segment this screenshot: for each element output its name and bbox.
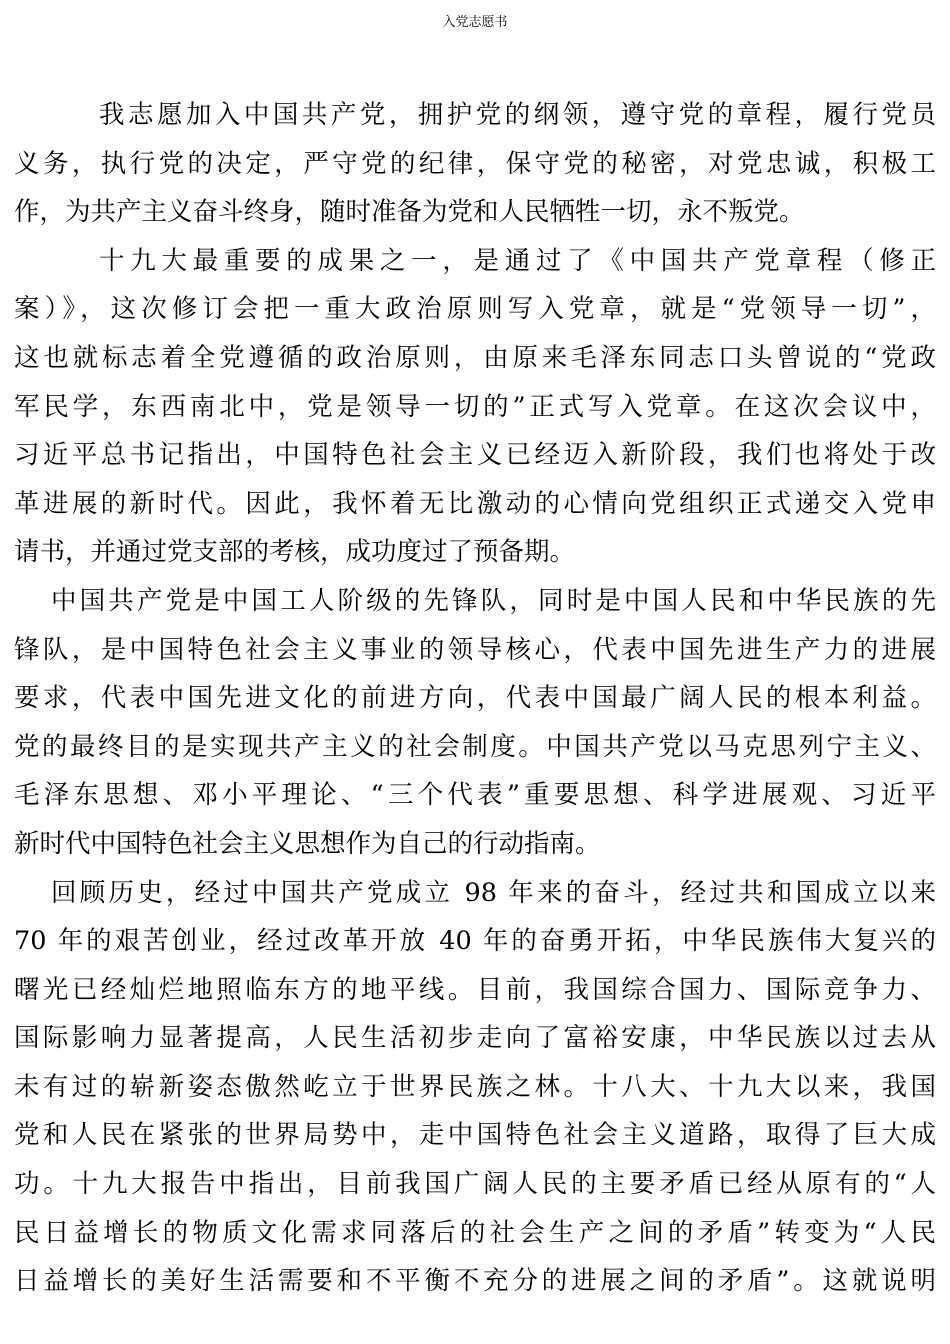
paragraph-4-line-5: 未有过的崭新姿态傲然屹立于世界民族之林。十八大、十九大以来，我国 [14, 1071, 936, 1102]
paragraph-3-line-5: 毛泽东思想、邓小平理论、“三个代表”重要思想、科学进展观、习近平 [14, 780, 936, 811]
paragraph-4-line-8: 民日益增长的物质文化需求同落后的社会生产之间的矛盾”转变为“人民 [14, 1217, 936, 1248]
paragraph-4-line-7: 功。十九大报告中指出，目前我国广阔人民的主要矛盾已经从原有的“人 [14, 1169, 936, 1200]
page-header-title: 入党志愿书 [442, 15, 508, 30]
paragraph-2-line-7: 请书，并通过党支部的考核，成功度过了预备期。 [14, 537, 576, 568]
paragraph-4-line-4: 国际影响力显著提高，人民生活初步走向了富裕安康，中华民族以过去从 [14, 1023, 936, 1054]
paragraph-2-line-5: 习近平总书记指出，中国特色社会主义已经迈入新阶段，我们也将处于改 [14, 440, 936, 471]
paragraph-4-line-9: 日益增长的美好生活需要和不平衡不充分的进展之间的矛盾”。这就说明 [14, 1266, 936, 1297]
paragraph-3-line-1: 中国共产党是中国工人阶级的先锋队，同时是中国人民和中华民族的先 [51, 585, 936, 616]
paragraph-3-line-4: 党的最终目的是实现共产主义的社会制度。中国共产党以马克思列宁主义、 [14, 731, 936, 762]
paragraph-4-line-1: 回顾历史，经过中国共产党成立 98 年来的奋斗，经过共和国成立以来 [51, 877, 936, 908]
paragraph-4-line-2: 70 年的艰苦创业，经过改革开放 40 年的奋勇开拓，中华民族伟大复兴的 [14, 926, 936, 957]
paragraph-2-line-6: 革进展的新时代。因此，我怀着无比激动的心情向党组织正式递交入党申 [14, 488, 936, 519]
paragraph-3-line-6: 新时代中国特色社会主义思想作为自己的行动指南。 [14, 828, 601, 859]
paragraph-2-line-3: 这也就标志着全党遵循的政治原则，由原来毛泽东同志口头曾说的“党政 [14, 342, 936, 373]
document-body [14, 91, 936, 1306]
paragraph-2-line-1: 十九大最重要的成果之一，是通过了《中国共产党章程（修正 [99, 245, 936, 276]
paragraph-4-line-6: 党和人民在紧张的世界局势中，走中国特色社会主义道路，取得了巨大成 [14, 1120, 936, 1151]
paragraph-2-line-4: 军民学，东西南北中，党是领导一切的”正式写入党章。在这次会议中， [14, 391, 936, 422]
paragraph-1-line-1: 我志愿加入中国共产党，拥护党的纲领，遵守党的章程，履行党员 [99, 100, 936, 130]
paragraph-1-line-3: 作，为共产主义奋斗终身，随时准备为党和人民牺牲一切，永不叛党。 [14, 197, 805, 228]
paragraph-4-line-3: 曙光已经灿烂地照临东方的地平线。目前，我国综合国力、国际竞争力、 [14, 974, 936, 1005]
paragraph-1-line-2: 义务，执行党的决定，严守党的纪律，保守党的秘密，对党忠诚，积极工 [14, 148, 936, 179]
paragraph-3-line-3: 要求，代表中国先进文化的前进方向，代表中国最广阔人民的根本利益。 [14, 683, 936, 714]
paragraph-2-line-2: 案）》，这次修订会把一重大政治原则写入党章，就是“党领导一切”， [14, 294, 936, 325]
paragraph-3-line-2: 锋队，是中国特色社会主义事业的领导核心，代表中国先进生产力的进展 [14, 634, 936, 665]
